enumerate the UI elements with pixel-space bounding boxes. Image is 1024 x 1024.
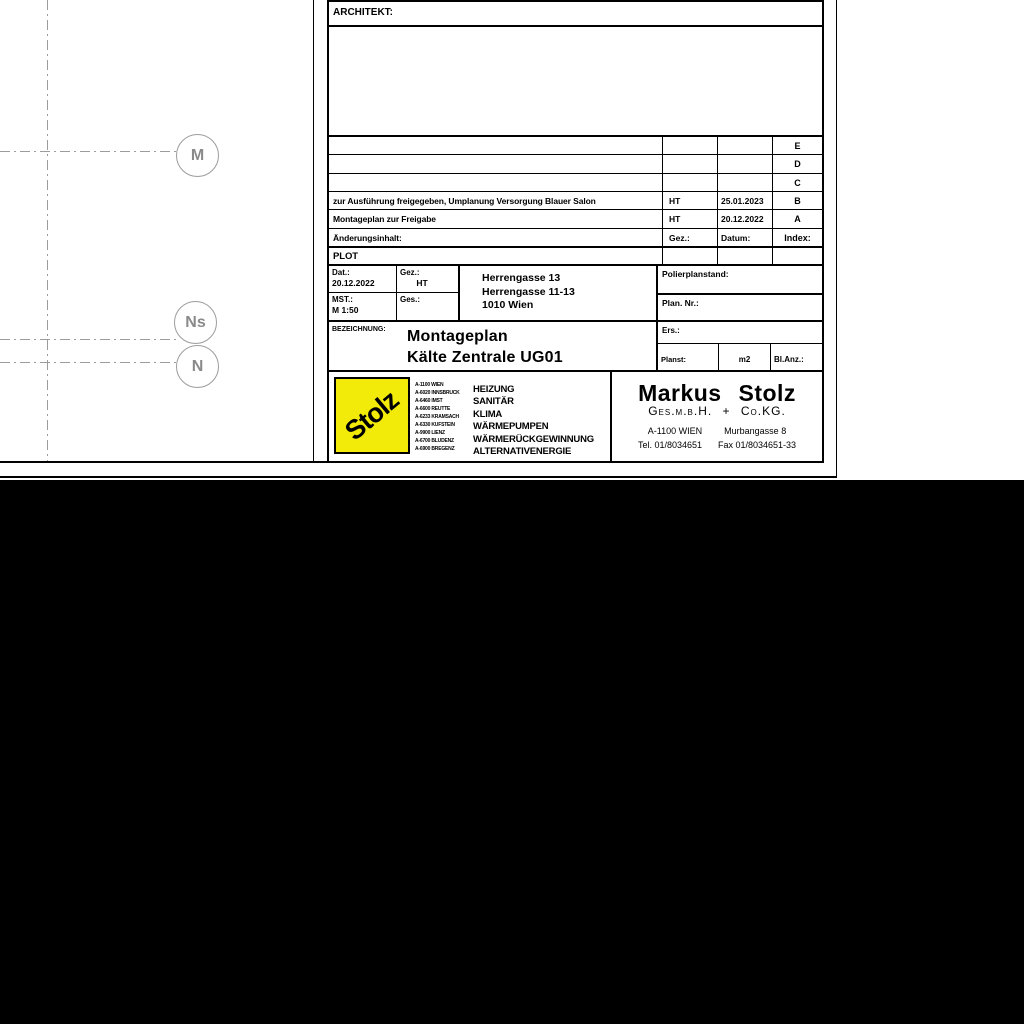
revision-index: D	[772, 155, 822, 172]
project-address-line: 1010 Wien	[482, 299, 534, 311]
company-address-city: A-1100 WIEN	[647, 426, 703, 436]
architect-label: ARCHITEKT:	[333, 7, 393, 18]
plot-index-cell	[772, 248, 822, 264]
branch-line: A-6600 REUTTE	[415, 406, 451, 412]
axis-marker-ns-label: Ns	[185, 313, 206, 331]
axis-marker-ns	[174, 301, 217, 344]
sheet-border-bottom	[0, 461, 329, 463]
project-address	[460, 266, 656, 320]
service-line: SANITÄR	[473, 396, 514, 408]
scale-value: M 1:50	[332, 305, 359, 315]
designation-label: BEZEICHNUNG:	[332, 326, 386, 333]
designation-title-line1: Montageplan	[407, 328, 508, 345]
company-logo-box	[329, 372, 612, 461]
revision-index: A	[772, 210, 822, 227]
revision-content: Montageplan zur Freigabe	[333, 214, 436, 225]
branch-line: A-6330 KUFSTEIN	[415, 422, 455, 428]
axis-marker-m	[176, 134, 219, 177]
revision-gez	[662, 174, 717, 191]
architect-row	[329, 2, 822, 27]
branch-line: A-6233 KRAMSACH	[415, 414, 459, 420]
revision-index: E	[772, 137, 822, 154]
company-section	[329, 372, 822, 461]
grid-axis-line-n	[0, 362, 178, 363]
branch-line: A-6700 BLUDENZ	[415, 438, 454, 444]
plan-nr-cell: Plan. Nr.:	[662, 298, 699, 308]
revision-row-d	[329, 155, 822, 173]
revision-header-datum: Datum:	[717, 229, 772, 246]
designation-right-box	[656, 322, 822, 370]
company-name: Markus Stolz	[638, 380, 796, 406]
designation-title-line2: Kälte Zentrale UG01	[407, 349, 563, 366]
revision-datum	[717, 137, 772, 154]
designation-bottom-cells	[658, 344, 822, 370]
sheet-count-cell: Bl.Anz.:	[770, 344, 822, 370]
date-label: Dat.:	[332, 268, 350, 277]
revision-content	[329, 174, 662, 191]
revision-row-c	[329, 174, 822, 192]
drawn-label: Gez.:	[400, 268, 420, 277]
company-fax: Fax 01/8034651-33	[718, 440, 797, 450]
revision-datum	[717, 155, 772, 172]
revision-row-b	[329, 192, 822, 210]
revision-datum	[717, 174, 772, 191]
branch-line: A-6020 INNSBRUCK	[415, 390, 460, 396]
m2-cell: m2	[718, 344, 770, 370]
viewport-border-left	[313, 0, 314, 462]
date-cell	[329, 266, 396, 293]
axis-marker-n-label: N	[191, 357, 204, 375]
grid-axis-line-m	[0, 151, 178, 152]
meta-right-column	[656, 266, 822, 320]
designation-box	[329, 322, 656, 370]
sheet-border-right	[836, 0, 837, 477]
revision-table	[329, 137, 822, 248]
company-address-street: Murbangasse 8	[724, 426, 787, 436]
revision-gez: HT	[662, 192, 717, 209]
branch-line: A-6460 IMST	[415, 398, 443, 404]
revision-row-a	[329, 210, 822, 228]
meta-date-scale-column	[329, 266, 397, 320]
revision-gez	[662, 155, 717, 172]
scale-cell	[329, 293, 396, 320]
ges-cell	[397, 293, 458, 320]
revision-content: zur Ausführung freigegeben, Umplanung Versorgung Blauer Salon	[333, 195, 596, 206]
stolz-logo	[334, 377, 410, 454]
stolz-logo-text: Stolz	[339, 384, 405, 446]
service-line: KLIMA	[473, 408, 503, 420]
company-branch-list	[415, 381, 460, 453]
designation-title	[407, 326, 563, 368]
axis-marker-n	[176, 345, 219, 388]
service-line: ALTERNATIVENERGIE	[473, 446, 572, 458]
branch-line: A-6900 BREGENZ	[415, 446, 455, 452]
plot-gez-cell	[662, 248, 717, 264]
revision-index: C	[772, 174, 822, 191]
project-address-line: Herrengasse 13	[482, 272, 561, 284]
ers-cell: Ers.:	[658, 322, 822, 344]
revision-index: B	[772, 192, 822, 209]
branch-line: A-1100 WIEN	[415, 382, 444, 388]
meta-section	[329, 266, 822, 322]
date-value: 20.12.2022	[332, 278, 375, 288]
revision-content	[329, 137, 662, 154]
service-line: WÄRMEPUMPEN	[473, 421, 549, 433]
grid-axis-line-ns	[0, 339, 176, 340]
drawn-value: HT	[416, 278, 428, 288]
revision-gez: HT	[662, 210, 717, 227]
grid-axis-line-vertical	[47, 0, 48, 461]
axis-marker-m-label: M	[190, 146, 205, 164]
drawn-cell	[397, 266, 458, 293]
designation-section	[329, 322, 822, 372]
revision-header-index: Index:	[772, 229, 822, 246]
revision-header-gez: Gez.:	[662, 229, 717, 246]
project-address-line: Herrengasse 11-13	[482, 285, 575, 298]
meta-drawn-column	[397, 266, 460, 320]
planst-cell: Planst:	[661, 355, 687, 364]
revision-content	[329, 155, 662, 172]
plot-label: PLOT	[333, 251, 358, 262]
plot-datum-cell	[717, 248, 772, 264]
revision-datum: 20.12.2022	[717, 210, 772, 227]
company-tel: Tel. 01/8034651	[637, 440, 702, 450]
plot-row	[329, 248, 822, 266]
sheet-frame-bottom	[0, 476, 837, 478]
revision-gez	[662, 137, 717, 154]
revision-header-row	[329, 229, 822, 246]
company-identity-box	[612, 372, 822, 461]
company-address	[612, 426, 822, 436]
offsheet-background	[0, 480, 1024, 1024]
architect-empty-box	[329, 27, 822, 137]
company-contact	[612, 440, 822, 450]
revision-datum: 25.01.2023	[717, 192, 772, 209]
service-line: HEIZUNG	[473, 384, 515, 395]
revision-header-content: Änderungsinhalt:	[333, 232, 402, 243]
polierplanstand-cell: Polierplanstand:	[658, 266, 822, 295]
company-service-list	[473, 384, 594, 458]
branch-line: A-9900 LIENZ	[415, 430, 445, 436]
scale-label: MST.:	[332, 295, 353, 304]
company-legal-form: Ges.m.b.H. + Co.KG.	[648, 404, 786, 418]
title-block	[327, 0, 824, 463]
ges-label: Ges.:	[400, 295, 421, 304]
revision-row-e	[329, 137, 822, 155]
service-line: WÄRMERÜCKGEWINNUNG	[473, 433, 594, 445]
